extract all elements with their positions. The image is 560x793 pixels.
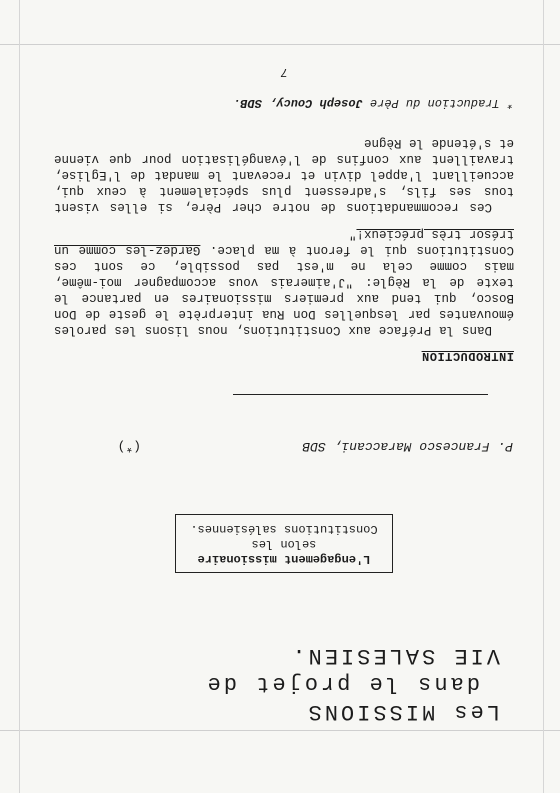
subtitle-box-line-2: selon les <box>251 537 317 551</box>
paragraph-1-text: Dans la Préface aux Constitutions, nous lisons les paroles émouvantes par lesquelles Don Rua interprète le geste de Don Bosco, qui tend aux premiers missionaires en partance le texte de la Règle: "J'aimerais vous accompagner moi-même, mais comme cela ne m'est pas possible, ce sont ces Constitutions qui le feront à ma place. <box>54 243 514 337</box>
author-name: P. Francesco Maraccani, SDB <box>302 439 513 454</box>
footnote-marker: (*) <box>117 439 141 454</box>
paragraph-2-text: Ces recommandations de notre cher Père, si elles visent tous ses fils, s'adressent plus spécialement à ceux qui, accueillant l'appel divin et recevant le mandat de l'Eglise, travaillent aux confins de l'évangélisation pour que vienne et s'étende le Règne <box>54 136 514 214</box>
title-line-2: dans le projet de <box>204 671 480 696</box>
margin-rule-bottom <box>0 44 560 45</box>
paragraph-1-underlined: Gardez-les comme un trésor très précieux! <box>54 227 514 257</box>
margin-rule-left <box>543 0 544 793</box>
document-title <box>205 641 500 725</box>
subtitle-box-line-3: Constitutions salésiennes. <box>190 522 378 536</box>
separator-line <box>233 394 488 395</box>
paragraph-1-closing: " <box>348 227 357 241</box>
title-line-1: Les MISSIONS <box>305 699 500 724</box>
paragraph-1 <box>54 226 514 338</box>
author-line <box>117 439 513 454</box>
paragraph-2 <box>54 135 514 215</box>
footnote <box>233 96 514 110</box>
footnote-text: * Traduction du Père <box>369 96 514 110</box>
section-heading: INTRODUCTION <box>421 349 514 363</box>
page-number: 7 <box>280 65 288 79</box>
footnote-name: Joseph Coucy, SDB. <box>233 96 363 110</box>
subtitle-box <box>175 514 393 573</box>
margin-rule-top <box>0 730 560 731</box>
subtitle-box-title: L'engagement missionaire <box>197 552 371 566</box>
margin-rule-right <box>19 0 20 793</box>
title-line-3: VIE SALESIEN. <box>289 643 500 668</box>
